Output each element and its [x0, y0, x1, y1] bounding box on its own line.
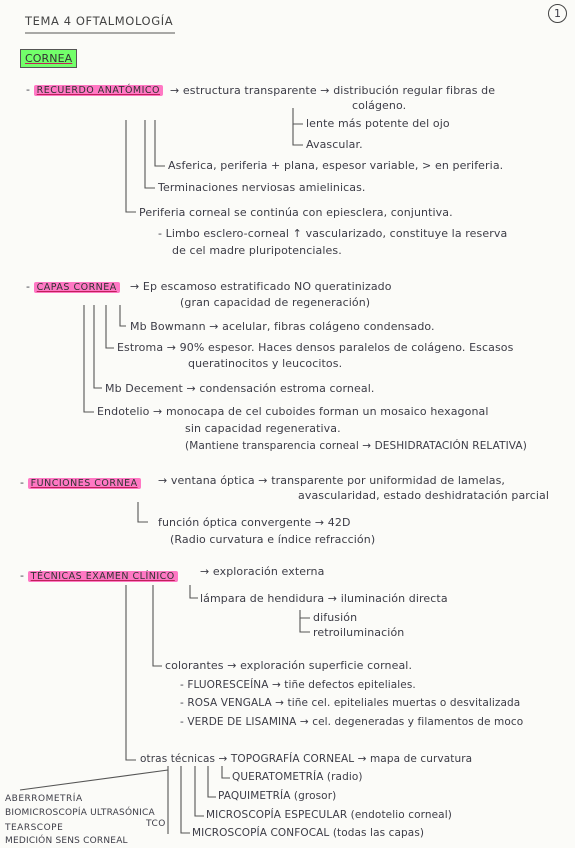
- funciones-line-2: avascularidad, estado deshidratación parcial: [298, 489, 549, 502]
- tecnicas-label: TÉCNICAS EXAMEN CLÍNICO: [28, 571, 178, 582]
- capas-heading: - CAPAS CORNEA: [26, 280, 120, 294]
- capas-line-5: queratinocitos y leucocitos.: [188, 357, 343, 370]
- recuerdo-line-5: Asferica, periferia + plana, espesor variable, > en periferia.: [168, 159, 504, 172]
- tecnicas-line-3: difusión: [313, 611, 358, 624]
- capas-line-4: Estroma → 90% espesor. Haces densos paralelos de colágeno. Escasos: [117, 341, 514, 354]
- funciones-heading: - FUNCIONES CORNEA: [20, 476, 141, 490]
- recuerdo-line-9: de cel madre pluripotenciales.: [172, 244, 342, 257]
- tecnicas-left-2: BIOMICROSCOPÍA ULTRASÓNICA: [5, 808, 155, 818]
- tecnicas-line-11: PAQUIMETRÍA (grosor): [218, 790, 337, 802]
- tecnicas-heading: - TÉCNICAS EXAMEN CLÍNICO: [20, 569, 178, 583]
- funciones-line-4: (Radio curvatura e índice refracción): [170, 533, 376, 546]
- recuerdo-line-3: lente más potente del ojo: [306, 117, 450, 130]
- page-title: TEMA 4 OFTALMOLOGÍA: [25, 14, 174, 28]
- recuerdo-line-4: Avascular.: [306, 138, 363, 151]
- tecnicas-left-1: ABERROMETRÍA: [5, 794, 83, 804]
- recuerdo-heading: - RECUERDO ANATÓMICO: [26, 83, 163, 97]
- tecnicas-line-5: colorantes → exploración superficie corneal.: [165, 659, 413, 672]
- recuerdo-line-2: colágeno.: [352, 99, 407, 112]
- recuerdo-label: RECUERDO ANATÓMICO: [34, 85, 163, 96]
- tecnicas-line-6: - FLUORESCEÍNA → tiñe defectos epiteliales.: [180, 679, 416, 691]
- tecnicas-left-3: TEARSCOPE: [5, 823, 64, 833]
- tecnicas-line-1: → exploración externa: [200, 565, 325, 578]
- section-label: CORNEA: [20, 49, 77, 68]
- funciones-label: FUNCIONES CORNEA: [28, 478, 141, 489]
- tecnicas-line-7: - ROSA VENGALA → tiñe cel. epiteliales muertas o desvitalizada: [180, 697, 521, 709]
- capas-line-8: sin capacidad regenerativa.: [185, 422, 341, 435]
- tecnicas-line-8: - VERDE DE LISAMINA → cel. degeneradas y filamentos de moco: [180, 716, 524, 728]
- tecnicas-line-9: otras técnicas → TOPOGRAFÍA CORNEAL → mapa de curvatura: [140, 753, 473, 765]
- funciones-line-3: función óptica convergente → 42D: [158, 516, 351, 529]
- capas-line-3: Mb Bowmann → acelular, fibras colágeno condensado.: [130, 320, 435, 333]
- capas-label: CAPAS CORNEA: [34, 282, 120, 293]
- capas-line-1: → Ep escamoso estratificado NO queratinizado: [130, 280, 392, 293]
- capas-line-2: (gran capacidad de regeneración): [180, 296, 371, 309]
- tecnicas-line-4: retroiluminación: [313, 626, 405, 639]
- capas-line-7: Endotelio → monocapa de cel cuboides forman un mosaico hexagonal: [97, 405, 489, 418]
- tecnicas-line-12: MICROSCOPÍA ESPECULAR (endotelio corneal): [206, 809, 452, 821]
- tecnicas-tco: TCO: [146, 819, 166, 829]
- tecnicas-line-13: MICROSCOPÍA CONFOCAL (todas las capas): [192, 827, 425, 839]
- tecnicas-line-2: lámpara de hendidura → iluminación directa: [200, 592, 448, 605]
- recuerdo-line-1: → estructura transparente → distribución regular fibras de: [170, 84, 496, 97]
- funciones-line-1: → ventana óptica → transparente por uniformidad de lamelas,: [158, 474, 505, 487]
- recuerdo-line-7: Periferia corneal se continúa con epiesclera, conjuntiva.: [139, 206, 453, 219]
- capas-line-9: (Mantiene transparencia corneal → DESHIDRATACIÓN RELATIVA): [185, 440, 527, 452]
- capas-line-6: Mb Decement → condensación estroma corneal.: [105, 382, 375, 395]
- recuerdo-line-8: - Limbo esclero-corneal ↑ vascularizado, constituye la reserva: [158, 227, 508, 240]
- tecnicas-line-10: QUERATOMETRÍA (radio): [232, 771, 363, 783]
- tecnicas-left-4: MEDICIÓN SENS CORNEAL: [5, 836, 128, 846]
- page-number: 1: [548, 4, 567, 23]
- section-heading: [20, 52, 77, 65]
- recuerdo-line-6: Terminaciones nerviosas amielinicas.: [158, 181, 366, 194]
